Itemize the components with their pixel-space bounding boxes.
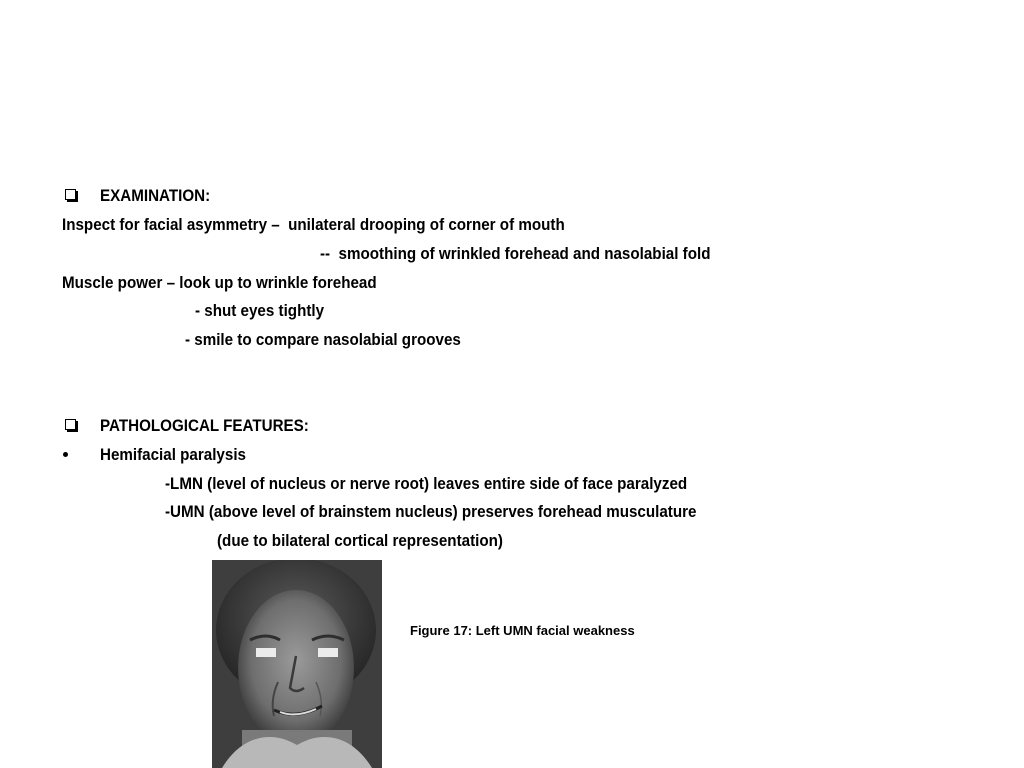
pathological-line: (due to bilateral cortical representation) [217, 532, 503, 550]
checkbox-bullet-icon [65, 189, 76, 200]
pathological-heading: PATHOLOGICAL FEATURES: [100, 417, 309, 435]
examination-line: -- smoothing of wrinkled forehead and nasolabial fold [320, 245, 711, 263]
pathological-line: -LMN (level of nucleus or nerve root) leaves entire side of face paralyzed [165, 475, 688, 493]
examination-line: Muscle power – look up to wrinkle forehead [62, 274, 377, 292]
examination-line: Inspect for facial asymmetry – unilateral drooping of corner of mouth [62, 216, 565, 234]
pathological-line: -UMN (above level of brainstem nucleus) preserves forehead musculature [165, 503, 697, 521]
examination-line: - shut eyes tightly [195, 302, 325, 320]
checkbox-bullet-icon [65, 419, 76, 430]
figure-caption: Figure 17: Left UMN facial weakness [410, 623, 635, 638]
bullet-icon [63, 452, 68, 457]
examination-line: - smile to compare nasolabial grooves [185, 331, 461, 349]
pathological-bullet: Hemifacial paralysis [100, 446, 246, 464]
examination-heading: EXAMINATION: [100, 187, 211, 205]
face-photo-icon [212, 560, 382, 768]
